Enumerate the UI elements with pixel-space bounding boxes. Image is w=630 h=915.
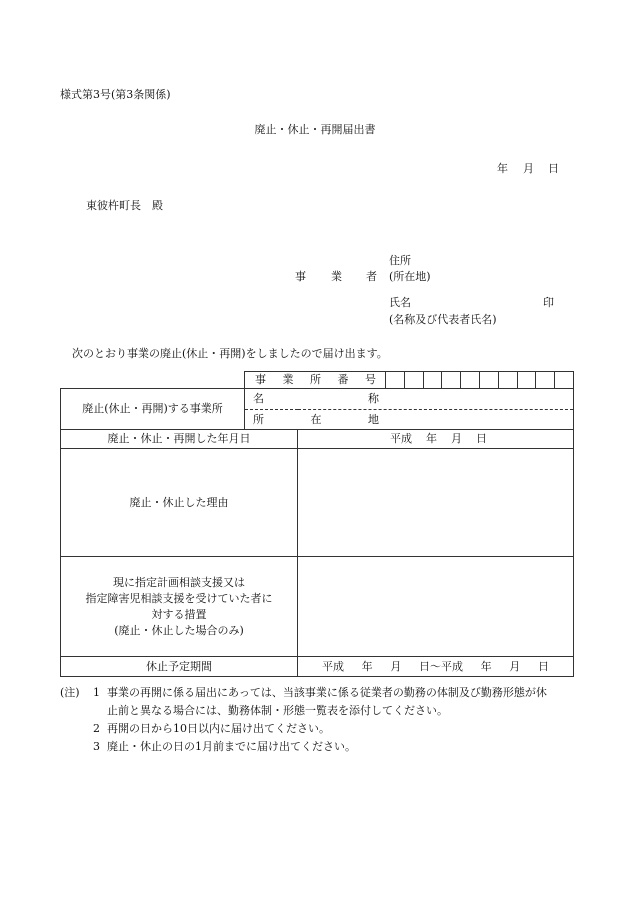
address-sublabel: (所在地) xyxy=(389,270,431,283)
reason-input-cell[interactable] xyxy=(298,449,574,557)
digit-box[interactable] xyxy=(404,372,423,388)
digit-box[interactable] xyxy=(386,372,404,388)
measures-label: 現に指定計画相談支援又は 指定障害児相談支援を受けていた者に 対する措置 (廃止・休止した場合のみ) xyxy=(61,557,298,657)
date-year-label: 年 xyxy=(497,162,508,175)
measures-input-cell[interactable] xyxy=(298,557,574,657)
note-1: (注) 1 事業の再開に係る届出にあっては、当該事業に係る従業者の勤務の体制及び勤務形態が休 xyxy=(60,686,547,699)
digit-box[interactable] xyxy=(460,372,479,388)
address-label: 住所 xyxy=(389,254,411,267)
digit-box[interactable] xyxy=(535,372,554,388)
date-row xyxy=(61,430,574,449)
digit-box[interactable] xyxy=(554,372,573,388)
period-value-cell[interactable]: 平成 年 月 日〜平成 年 月 日 xyxy=(298,657,574,677)
name-label: 氏名 xyxy=(389,296,411,309)
reason-row xyxy=(61,449,574,557)
intro-text: 次のとおり事業の廃止(休止・再開)をしましたので届け出ます。 xyxy=(72,347,388,360)
date-value-cell[interactable]: 平成 年 月 日 xyxy=(298,430,574,449)
office-name-label: 名 称 xyxy=(253,392,379,406)
office-number-label: 事 業 所 番 号 xyxy=(255,373,376,387)
form-number: 様式第3号(第3条関係) xyxy=(60,88,171,101)
digit-box[interactable] xyxy=(441,372,460,388)
digit-box[interactable] xyxy=(479,372,498,388)
office-number-boxes[interactable] xyxy=(386,372,573,388)
digit-box[interactable] xyxy=(498,372,517,388)
office-name-row xyxy=(61,389,574,410)
digit-box[interactable] xyxy=(423,372,442,388)
blank-corner xyxy=(61,372,245,389)
office-label: 廃止(休止・再開)する事業所 xyxy=(61,389,245,430)
applicant-role-char-2: 業 xyxy=(331,270,342,283)
date-label: 廃止・休止・再開した年月日 xyxy=(61,430,298,449)
document-title: 廃止・休止・再開届出書 xyxy=(254,123,376,136)
office-number-row xyxy=(61,372,574,389)
measures-row xyxy=(61,557,574,657)
note-2: 2 再開の日から10日以内に届け出てください。 xyxy=(93,722,330,735)
reason-label: 廃止・休止した理由 xyxy=(61,449,298,557)
office-location-label: 所 在 地 xyxy=(253,412,379,426)
date-month-label: 月 xyxy=(523,162,534,175)
date-day-label: 日 xyxy=(548,162,559,175)
notes: (注) 1 事業の再開に係る届出にあっては、当該事業に係る従業者の勤務の体制及び勤務形態が休 止前と異なる場合には、勤務体制・形態一覧表を添付してください。 2 再開の日から10日以内に届け出てください。 3 廃止・休止の日の1月前までに届け出てください。 xyxy=(60,684,575,756)
period-row xyxy=(61,657,574,677)
applicant-role-char-1: 事 xyxy=(295,270,306,283)
seal-mark: 印 xyxy=(543,296,554,309)
addressee: 東彼杵町長 殿 xyxy=(86,199,163,212)
name-sublabel: (名称及び代表者氏名) xyxy=(389,313,497,326)
digit-box[interactable] xyxy=(517,372,536,388)
notification-table xyxy=(60,371,574,677)
period-label: 休止予定期間 xyxy=(61,657,298,677)
applicant-role-char-3: 者 xyxy=(366,270,377,283)
note-3: 3 廃止・休止の日の1月前までに届け出てください。 xyxy=(93,740,356,753)
